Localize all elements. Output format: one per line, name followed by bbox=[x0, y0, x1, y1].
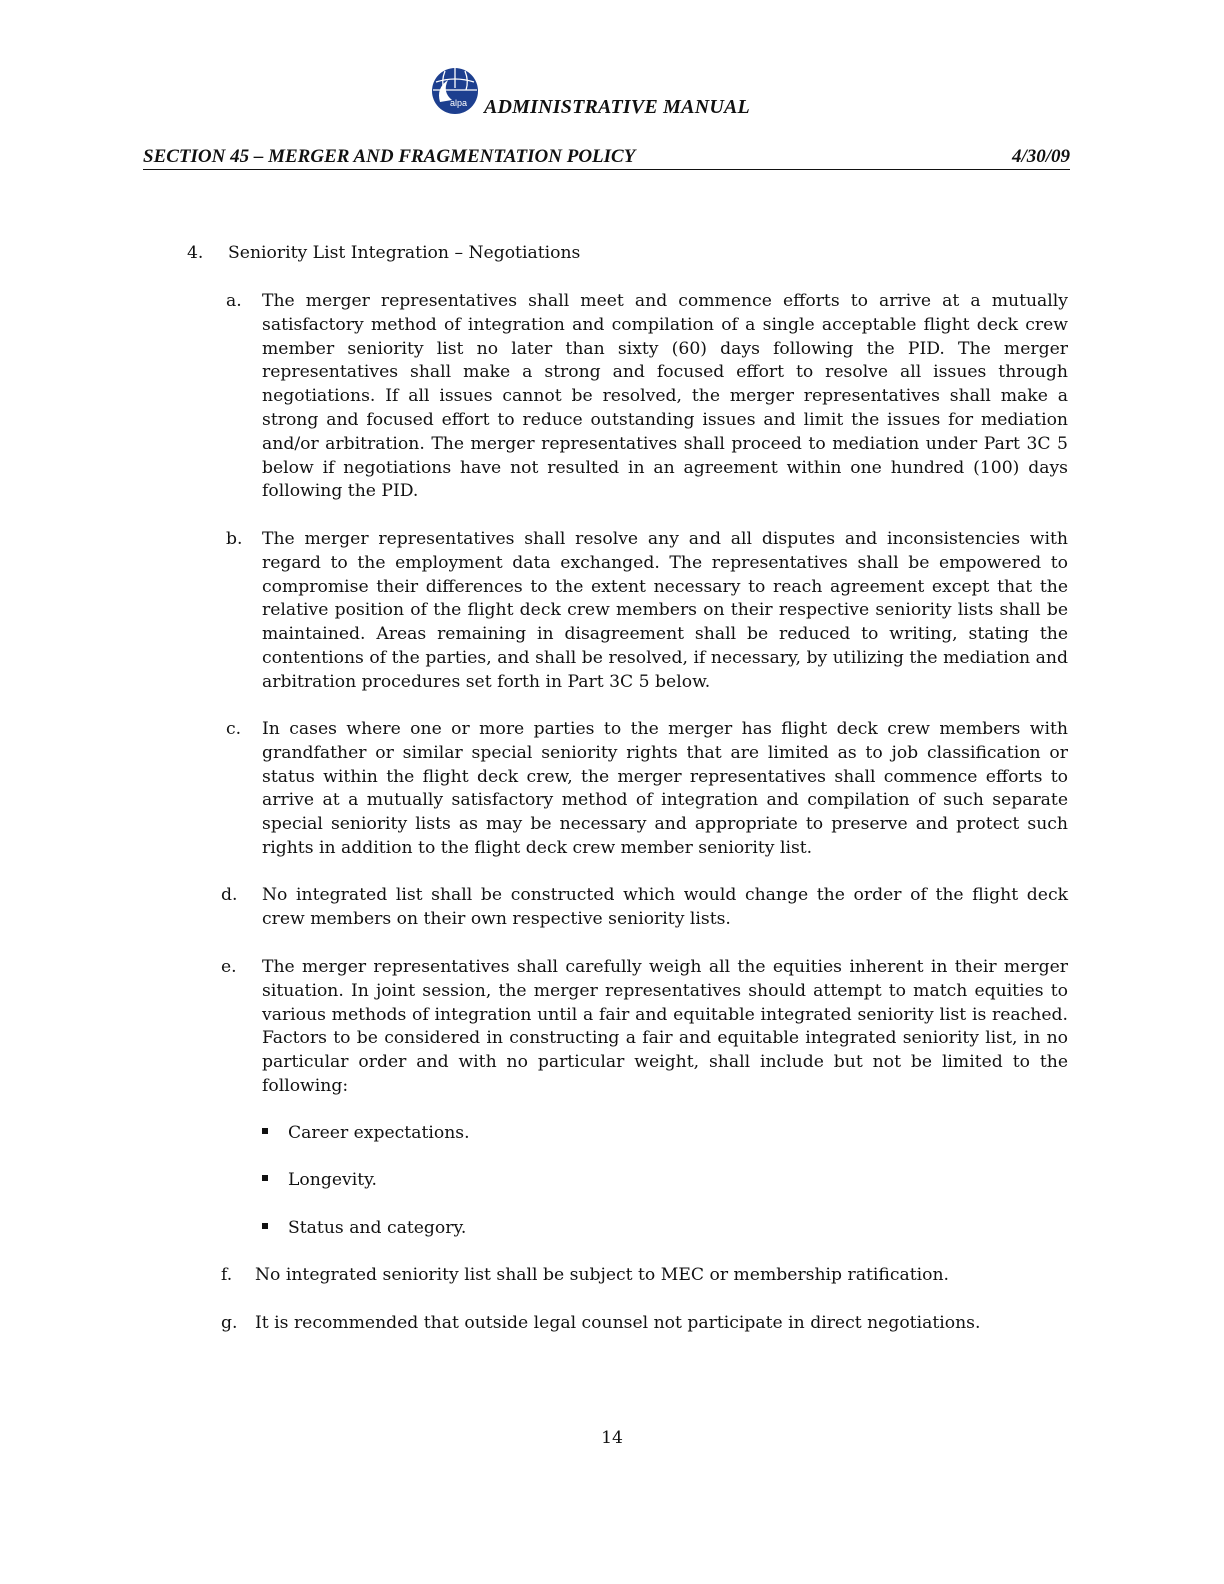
bullet-text: Status and category. bbox=[288, 1218, 467, 1238]
subitem-g bbox=[221, 1312, 1068, 1336]
subitem-a bbox=[226, 290, 1068, 504]
subitem-c bbox=[226, 718, 1068, 861]
bullet-item bbox=[262, 1122, 470, 1146]
bullet-text: Longevity. bbox=[288, 1170, 378, 1190]
item-heading bbox=[187, 242, 580, 266]
subitem-text: The merger representatives shall meet and commence efforts to arrive at a mutually satisfactory method of integration and compilation of a single acceptable flight deck crew member seniority list no later than sixty (60) days following the PID. The merger representatives shall make a strong and focused effort to resolve all issues through negotiations. If all issues cannot be resolved, the merger representatives shall make a strong and focused effort to reduce outstanding issues and limit the issues for mediation and/or arbitration. The merger representatives shall proceed to mediation under Part 3C 5 below if negotiations have not resulted in an agreement within one hundred (100) days following the PID. bbox=[262, 291, 1068, 502]
subitem-label: a. bbox=[226, 291, 242, 311]
subitem-label: b. bbox=[226, 529, 243, 549]
subitem-label: d. bbox=[221, 885, 238, 905]
subitem-b bbox=[226, 528, 1068, 695]
bullet-item bbox=[262, 1217, 466, 1241]
square-bullet-icon bbox=[262, 1223, 268, 1229]
subitem-text: The merger representatives shall carefully weigh all the equities inherent in their merger situation. In joint session, the merger representatives should attempt to match equities to various methods of integration until a fair and equitable integrated seniority list is reached. Factors to be considered in constructing a fair and equitable integrated seniority list, in no particular order and with no particular weight, shall include but not be limited to the following: bbox=[262, 957, 1068, 1096]
section-date: 4/30/09 bbox=[1011, 146, 1070, 167]
subitem-text: No integrated seniority list shall be subject to MEC or membership ratification. bbox=[255, 1265, 950, 1285]
square-bullet-icon bbox=[262, 1175, 268, 1181]
item-number: 4. bbox=[187, 243, 204, 263]
subitem-label: e. bbox=[221, 957, 237, 977]
subitem-d bbox=[221, 884, 1068, 932]
square-bullet-icon bbox=[262, 1128, 268, 1134]
section-title: SECTION 45 – MERGER AND FRAGMENTATION POLICY bbox=[143, 146, 636, 167]
subitem-e bbox=[221, 956, 1068, 1099]
subitem-f bbox=[221, 1264, 1068, 1288]
subitem-text: In cases where one or more parties to the merger has flight deck crew members with grandfather or similar special seniority rights that are limited as to job classification or status within the flight deck crew, the merger representatives shall commence efforts to arrive at a mutually satisfactory method of integration and compilation of such separate special seniority lists as may be necessary and appropriate to preserve and protect such rights in addition to the flight deck crew member seniority list. bbox=[262, 719, 1068, 858]
section-header bbox=[143, 146, 1070, 170]
page-number: 14 bbox=[601, 1428, 623, 1448]
svg-text:alpa: alpa bbox=[450, 98, 468, 108]
alpa-globe-logo-icon bbox=[430, 66, 480, 116]
item-title: Seniority List Integration – Negotiations bbox=[228, 243, 581, 263]
manual-title: ADMINISTRATIVE MANUAL bbox=[484, 96, 750, 118]
bullet-item bbox=[262, 1169, 377, 1193]
subitem-label: g. bbox=[221, 1313, 238, 1333]
subitem-text: No integrated list shall be constructed which would change the order of the flight deck crew members on their own respective seniority lists. bbox=[262, 885, 1068, 929]
bullet-text: Career expectations. bbox=[288, 1123, 470, 1143]
subitem-label: f. bbox=[221, 1265, 233, 1285]
subitem-text: The merger representatives shall resolve any and all disputes and inconsistencies with regard to the employment data exchanged. The representatives shall be empowered to compromise their differences to the extent necessary to reach agreement except that the relative position of the flight deck crew members on their respective seniority lists shall be maintained. Areas remaining in disagreement shall be reduced to writing, stating the contentions of the parties, and shall be resolved, if necessary, by utilizing the mediation and arbitration procedures set forth in Part 3C 5 below. bbox=[262, 529, 1068, 692]
subitem-label: c. bbox=[226, 719, 242, 739]
subitem-text: It is recommended that outside legal counsel not participate in direct negotiations. bbox=[255, 1313, 981, 1333]
